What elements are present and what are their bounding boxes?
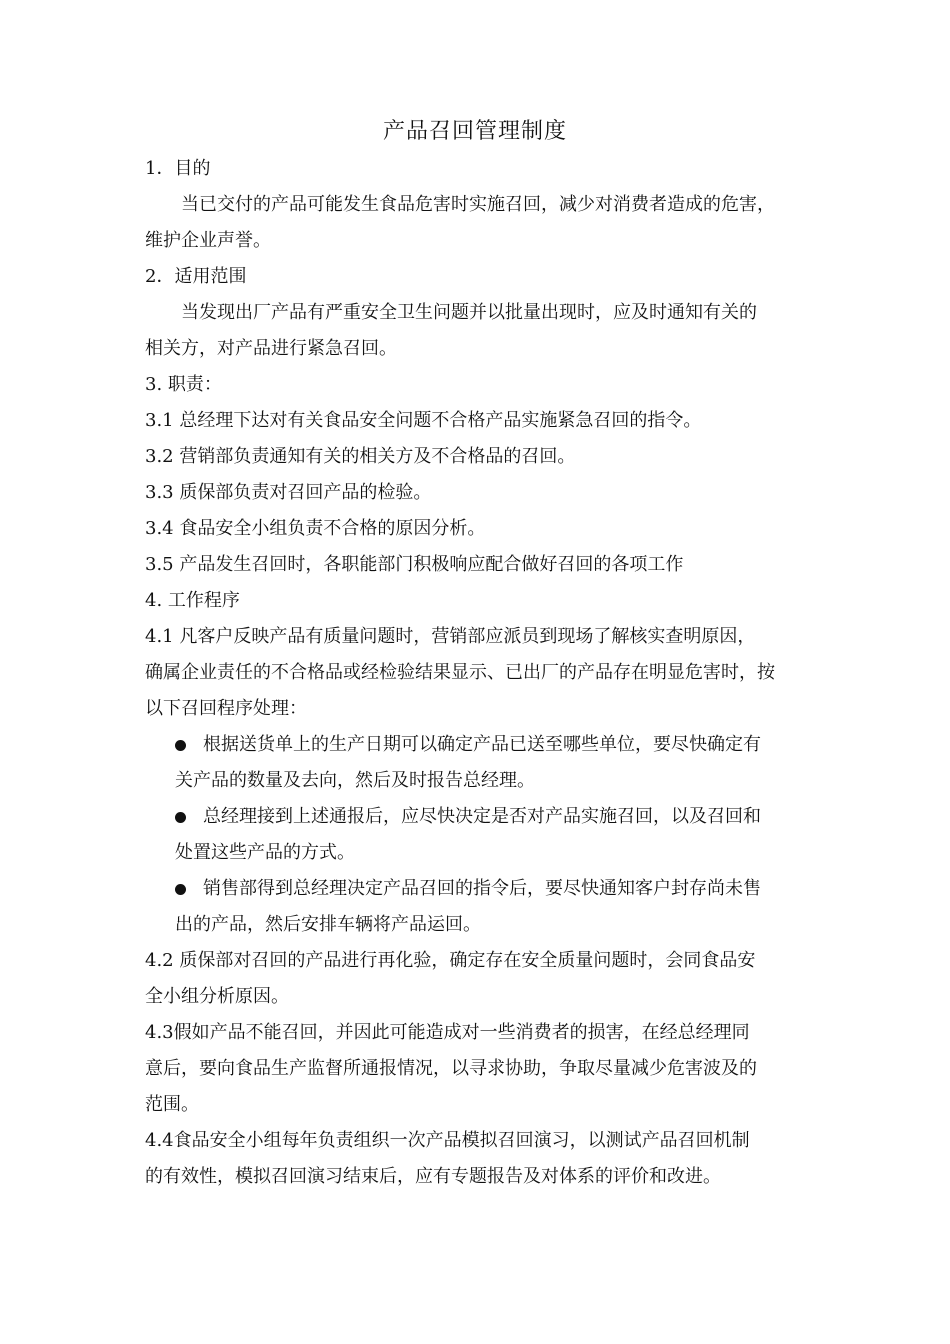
paragraph-line — [145, 259, 810, 295]
paragraph-line — [145, 1087, 810, 1123]
line-text: 的有效性，模拟召回演习结束后，应有专题报告及对体系的评价和改进。 — [145, 1166, 721, 1187]
paragraph-line — [145, 655, 810, 691]
bullet-dot-icon — [175, 812, 186, 823]
paragraph-line — [145, 1051, 810, 1087]
paragraph-line — [145, 691, 810, 727]
line-text: 3.1 总经理下达对有关食品安全问题不合格产品实施紧急召回的指令。 — [145, 410, 702, 431]
line-text: 4. 工作程序 — [145, 590, 240, 611]
line-text: 当发现出厂产品有严重安全卫生问题并以批量出现时，应及时通知有关的 — [181, 302, 757, 323]
line-text: 3.2 营销部负责通知有关的相关方及不合格品的召回。 — [145, 446, 576, 467]
bullet-dot-icon — [175, 884, 186, 895]
line-text: 3.4 食品安全小组负责不合格的原因分析。 — [145, 518, 486, 539]
line-text: 3. 职责： — [145, 374, 222, 395]
line-text: 出的产品，然后安排车辆将产品运回。 — [175, 914, 481, 935]
line-text: 总经理接到上述通报后，应尽快决定是否对产品实施召回，以及召回和 — [203, 806, 761, 827]
line-text: 2．适用范围 — [145, 266, 247, 287]
paragraph-line — [145, 547, 810, 583]
line-text: 当已交付的产品可能发生食品危害时实施召回，减少对消费者造成的危害， — [181, 194, 775, 215]
line-text: 3.5 产品发生召回时，各职能部门积极响应配合做好召回的各项工作 — [145, 554, 684, 575]
paragraph-line — [145, 475, 810, 511]
document-title: 产品召回管理制度 — [382, 119, 567, 144]
line-text: 确属企业责任的不合格品或经检验结果显示、已出厂的产品存在明显危害时，按 — [145, 662, 775, 683]
paragraph-line — [145, 979, 810, 1015]
bullet-item — [145, 727, 810, 763]
line-text: 4.1 凡客户反映产品有质量问题时，营销部应派员到现场了解核实查明原因， — [145, 626, 756, 647]
paragraph-line — [145, 439, 810, 475]
document-body — [145, 151, 810, 1195]
paragraph-line — [145, 1015, 810, 1051]
line-text: 4.3假如产品不能召回，并因此可能造成对一些消费者的损害，在经总经理同 — [145, 1022, 750, 1043]
paragraph-line — [145, 403, 810, 439]
line-text: 全小组分析原因。 — [145, 986, 289, 1007]
paragraph-line — [145, 619, 810, 655]
paragraph-line — [145, 1159, 810, 1195]
bullet-item — [145, 871, 810, 907]
line-text: 意后，要向食品生产监督所通报情况，以寻求协助，争取尽量减少危害波及的 — [145, 1058, 757, 1079]
paragraph-line — [145, 187, 810, 223]
line-text: 1．目的 — [145, 158, 211, 179]
bullet-item-continuation — [145, 835, 810, 871]
paragraph-line — [145, 943, 810, 979]
paragraph-line — [145, 1123, 810, 1159]
paragraph-line — [145, 511, 810, 547]
line-text: 销售部得到总经理决定产品召回的指令后，要尽快通知客户封存尚未售 — [203, 878, 761, 899]
paragraph-line — [145, 223, 810, 259]
line-text: 维护企业声誉。 — [145, 230, 271, 251]
line-text: 以下召回程序处理： — [145, 698, 307, 719]
line-text: 3.3 质保部负责对召回产品的检验。 — [145, 482, 432, 503]
line-text: 处置这些产品的方式。 — [175, 842, 355, 863]
line-text: 关产品的数量及去向，然后及时报告总经理。 — [175, 770, 535, 791]
line-text: 4.2 质保部对召回的产品进行再化验，确定存在安全质量问题时，会同食品安 — [145, 950, 756, 971]
bullet-dot-icon — [175, 740, 186, 751]
bullet-item-continuation — [145, 907, 810, 943]
paragraph-line — [145, 295, 810, 331]
paragraph-line — [145, 151, 810, 187]
bullet-item-continuation — [145, 763, 810, 799]
line-text: 范围。 — [145, 1094, 199, 1115]
line-text: 根据送货单上的生产日期可以确定产品已送至哪些单位，要尽快确定有 — [203, 734, 761, 755]
paragraph-line — [145, 331, 810, 367]
paragraph-line — [145, 367, 810, 403]
paragraph-line — [145, 583, 810, 619]
line-text: 4.4食品安全小组每年负责组织一次产品模拟召回演习，以测试产品召回机制 — [145, 1130, 750, 1151]
bullet-item — [145, 799, 810, 835]
line-text: 相关方，对产品进行紧急召回。 — [145, 338, 397, 359]
